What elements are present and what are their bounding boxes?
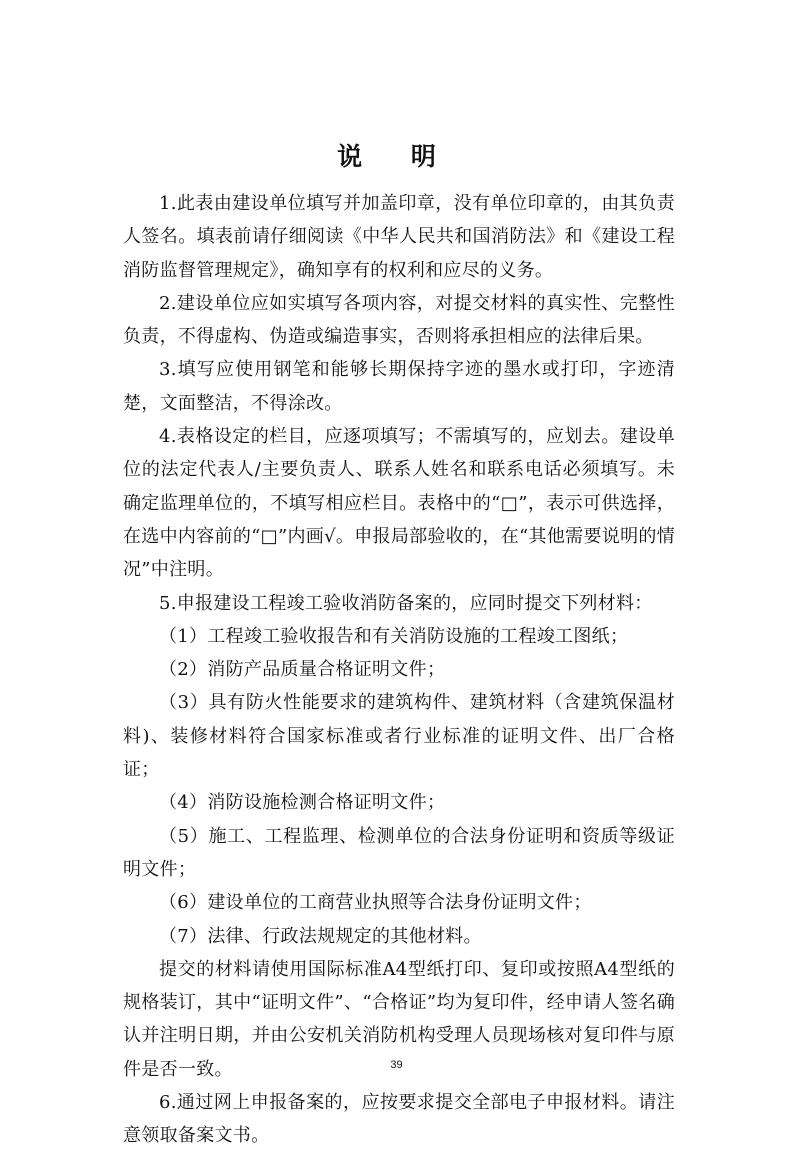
materials-item-1: （1）工程竣工验收报告和有关消防设施的工程竣工图纸；: [159, 625, 629, 647]
instructions-body: [123, 187, 675, 1153]
instruction-paragraph-2: 2.建设单位应如实填写各项内容，对提交材料的真实性、完整性负责，不得虚构、伪造或编造事实，否则将承担相应的法律后果。: [123, 292, 675, 348]
page-number: 39: [390, 1059, 403, 1071]
submission-format-paragraph: 提交的材料请使用国际标准A4型纸打印、复印或按照A4型纸的规格装订，其中“证明文件”、“合格证”均为复印件，经申请人签名确认并注明日期，并由公安机关消防机构受理人员现场核对复印件与原件是否一致。: [123, 958, 675, 1080]
materials-item-4: （4）消防设施检测合格证明文件；: [159, 792, 446, 814]
document-title: 说 明: [337, 142, 456, 171]
instruction-paragraph-6: 6.通过网上申报备案的，应按要求提交全部电子申报材料。请注意领取备案文书。: [123, 1092, 675, 1147]
instruction-paragraph-4: 4.表格设定的栏目，应逐项填写；不需填写的，应划去。建设单位的法定代表人/主要负责人、联系人姓名和联系电话必须填写。未确定监理单位的，不填写相应栏目。表格中的“□”，表示可供选择，在选中内容前的“□”内画√。申报局部验收的，在“其他需要说明的情况”中注明。: [123, 426, 675, 581]
materials-item-6: （6）建设单位的工商营业执照等合法身份证明文件；: [159, 892, 592, 914]
instruction-paragraph-5: 5.申报建设工程竣工验收消防备案的，应同时提交下列材料：: [159, 592, 653, 614]
materials-item-7: （7）法律、行政法规规定的其他材料。: [159, 925, 482, 947]
instruction-paragraph-1: 1.此表由建设单位填写并加盖印章，没有单位印章的，由其负责人签名。填表前请仔细阅读《中华人民共和国消防法》和《建设工程消防监督管理规定》，确知享有的权利和应尽的义务。: [123, 193, 675, 281]
materials-item-5: （5）施工、工程监理、检测单位的合法身份证明和资质等级证明文件；: [123, 825, 675, 880]
instruction-paragraph-3: 3.填写应使用钢笔和能够长期保持字迹的墨水或打印，字迹清楚，文面整洁，不得涂改。: [123, 359, 675, 414]
materials-item-2: （2）消防产品质量合格证明文件；: [159, 659, 446, 681]
materials-item-3: （3）具有防火性能要求的建筑构件、建筑材料（含建筑保温材料)、装修材料符合国家标准或者行业标准的证明文件、出厂合格证；: [123, 692, 675, 781]
